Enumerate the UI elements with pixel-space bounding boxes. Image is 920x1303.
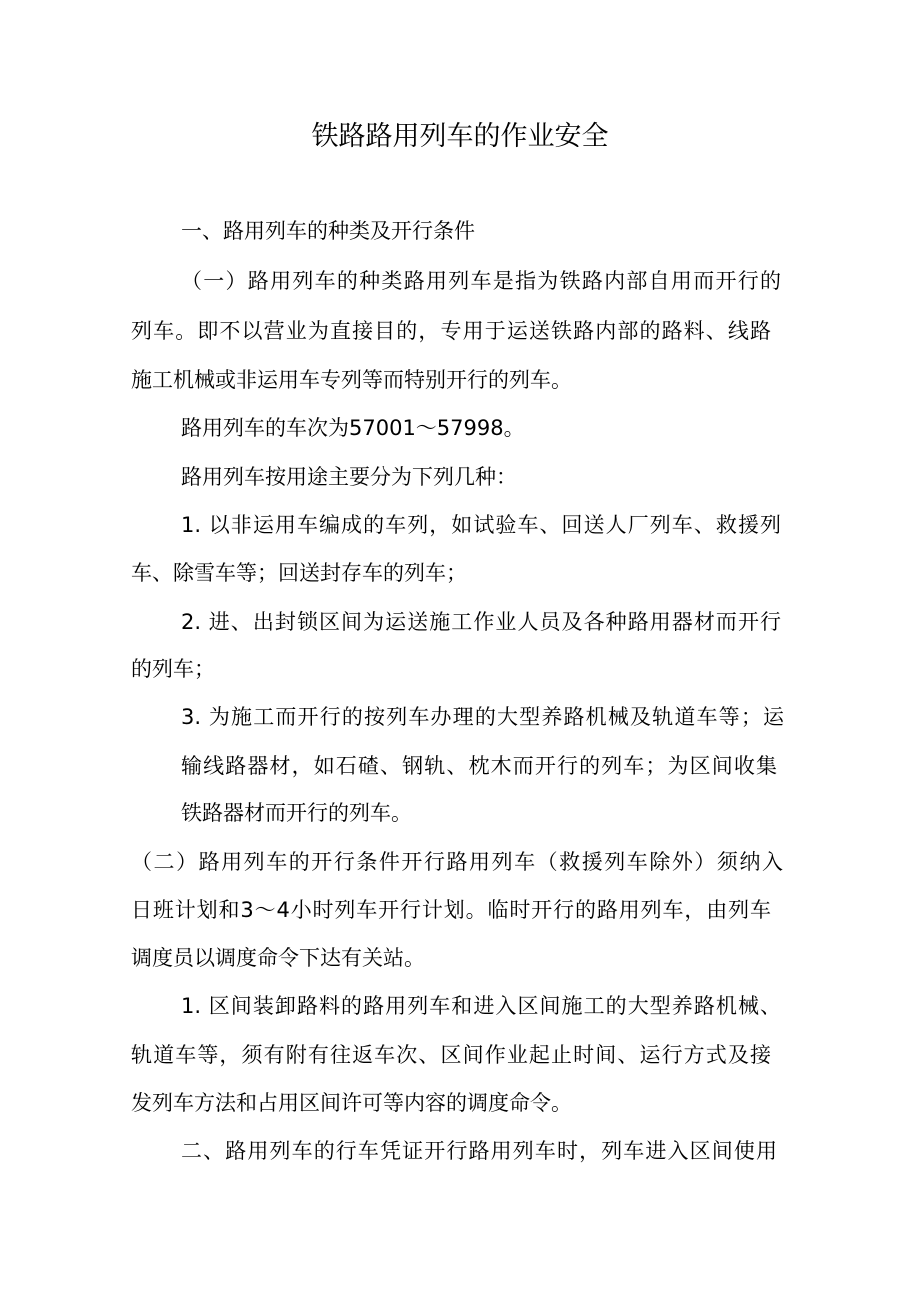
list-item-line: 铁路器材而开行的列车。 (181, 801, 412, 825)
list-item-line: 1. 以非运用车编成的车列，如试验车、回送人厂列车、救援列 (181, 513, 781, 537)
paragraph-line: 日班计划和3～4小时列车开行计划。临时开行的路用列车，由列车 (131, 898, 771, 922)
paragraph-line: 调度员以调度命令下达有关站。 (131, 946, 425, 970)
section-heading-2: 二、路用列车的行车凭证开行路用列车时，列车进入区间使用 (181, 1139, 777, 1163)
paragraph-line: （二）路用列车的开行条件开行路用列车（救援列车除外）须纳入 (131, 850, 783, 874)
paragraph-line: 路用列车的车次为57001～57998。 (181, 416, 525, 440)
document-title: 铁路路用列车的作业安全 (311, 121, 609, 152)
paragraph-line: （一）路用列车的种类路用列车是指为铁路内部自用而开行的 (181, 269, 781, 293)
paragraph-line: 路用列车按用途主要分为下列几种： (181, 465, 517, 489)
list-item-line: 输线路器材，如石碴、钢轨、枕木而开行的列车；为区间收集 (181, 754, 777, 778)
list-item-line: 车、除雪车等；回送封存车的列车； (131, 561, 467, 585)
paragraph-line: 施工机械或非运用车专列等而特别开行的列车。 (131, 368, 572, 392)
list-item-line: 的列车； (131, 657, 215, 681)
section-heading-1: 一、路用列车的种类及开行条件 (181, 219, 475, 243)
list-item-line: 轨道车等，须有附有往返车次、区间作业起止时间、运行方式及接 (131, 1043, 771, 1067)
list-item-line: 发列车方法和占用区间许可等内容的调度命令。 (131, 1091, 572, 1115)
list-item-line: 2. 进、出封锁区间为运送施工作业人员及各种路用器材而开行 (181, 610, 781, 634)
list-item-line: 1. 区间装卸路料的路用列车和进入区间施工的大型养路机械、 (181, 994, 781, 1018)
list-item-line: 3. 为施工而开行的按列车办理的大型养路机械及轨道车等；运 (181, 705, 784, 729)
paragraph-line: 列车。即不以营业为直接目的，专用于运送铁路内部的路料、线路 (131, 319, 771, 343)
